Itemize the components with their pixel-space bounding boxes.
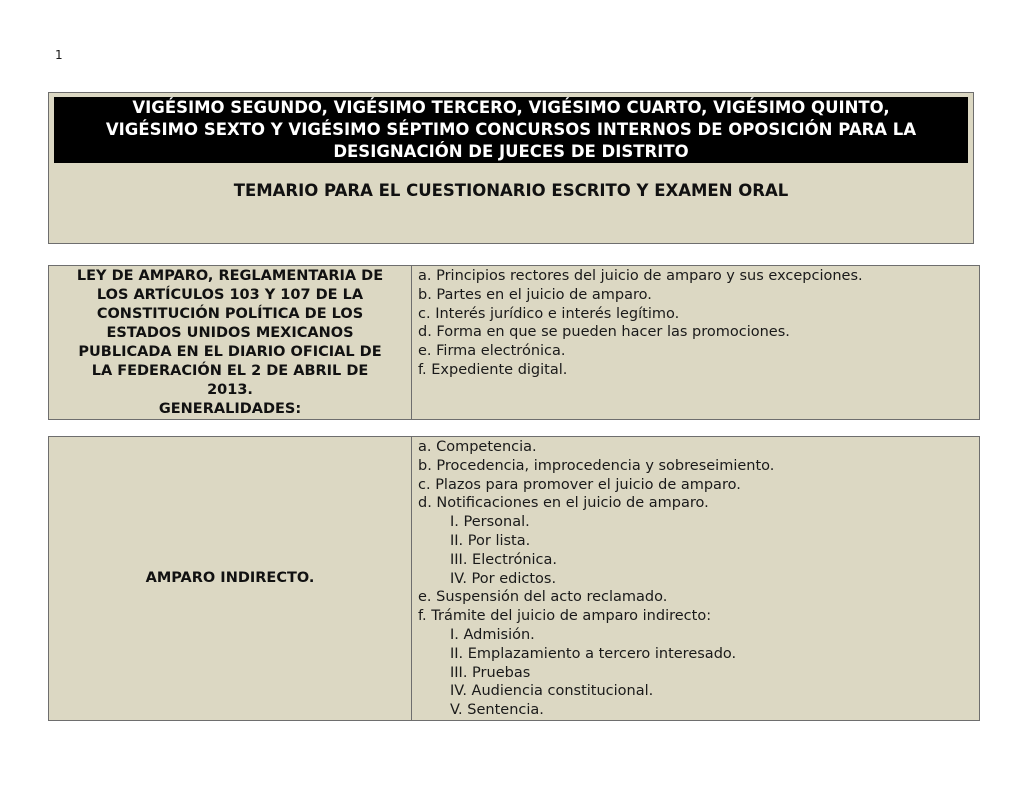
topic-subitem: II. Por lista.: [450, 532, 531, 549]
header-title: VIGÉSIMO SEGUNDO, VIGÉSIMO TERCERO, VIGÉSIMO CUARTO, VIGÉSIMO QUINTO, VIGÉSIMO SEXTO Y VIGÉSIMO SÉPTIMO CONCURSOS INTERNOS DE OPOSICIÓN PARA LA DESIGNACIÓN DE JUECES DE DISTRITO: [54, 97, 968, 163]
topic-subitem: V. Sentencia.: [450, 702, 544, 719]
topic-heading: LEY DE AMPARO, REGLAMENTARIA DE LOS ARTÍCULOS 103 Y 107 DE LA CONSTITUCIÓN POLÍTICA DE LOS ESTADOS UNIDOS MEXICANOS PUBLICADA EN EL DIARIO OFICIAL DE LA FEDERACIÓN EL 2 DE ABRIL DE 2013. GENERALIDADES:: [49, 266, 412, 420]
topic-item: c. Interés jurídico e interés legítimo.: [418, 305, 680, 322]
topic-item: f. Expediente digital.: [418, 361, 568, 378]
topic-subitem: II. Emplazamiento a tercero interesado.: [450, 645, 737, 662]
topic-table-generalidades: [48, 265, 980, 420]
topic-item: d. Forma en que se pueden hacer las promociones.: [418, 324, 790, 341]
topic-items: [412, 437, 980, 721]
topic-subitem: I. Admisión.: [450, 626, 535, 643]
topic-item: b. Procedencia, improcedencia y sobreseimiento.: [418, 457, 775, 474]
topic-item: a. Principios rectores del juicio de amparo y sus excepciones.: [418, 268, 863, 284]
topic-item: f. Trámite del juicio de amparo indirecto:: [418, 608, 712, 625]
topic-item: b. Partes en el juicio de amparo.: [418, 286, 652, 303]
topic-heading: AMPARO INDIRECTO.: [49, 437, 412, 721]
topic-subitem: IV. Por edictos.: [450, 570, 557, 587]
topic-row: [49, 437, 980, 721]
topic-items: [412, 266, 980, 420]
topic-subitem: IV. Audiencia constitucional.: [450, 683, 654, 700]
topic-subitem: III. Electrónica.: [450, 551, 558, 568]
topic-item: d. Notificaciones en el juicio de amparo.: [418, 495, 709, 512]
topic-item: c. Plazos para promover el juicio de amparo.: [418, 476, 741, 493]
topic-row: [49, 266, 980, 420]
topic-item: a. Competencia.: [418, 439, 537, 455]
topic-item: e. Firma electrónica.: [418, 343, 566, 360]
header-subtitle: TEMARIO PARA EL CUESTIONARIO ESCRITO Y EXAMEN ORAL: [233, 181, 789, 200]
document-header: [48, 92, 974, 244]
page-number: 1: [55, 48, 63, 62]
topic-item: e. Suspensión del acto reclamado.: [418, 589, 668, 606]
topic-subitem: I. Personal.: [450, 514, 530, 531]
topic-subitem: III. Pruebas: [450, 664, 531, 681]
topic-table-amparo-indirecto: [48, 436, 980, 721]
